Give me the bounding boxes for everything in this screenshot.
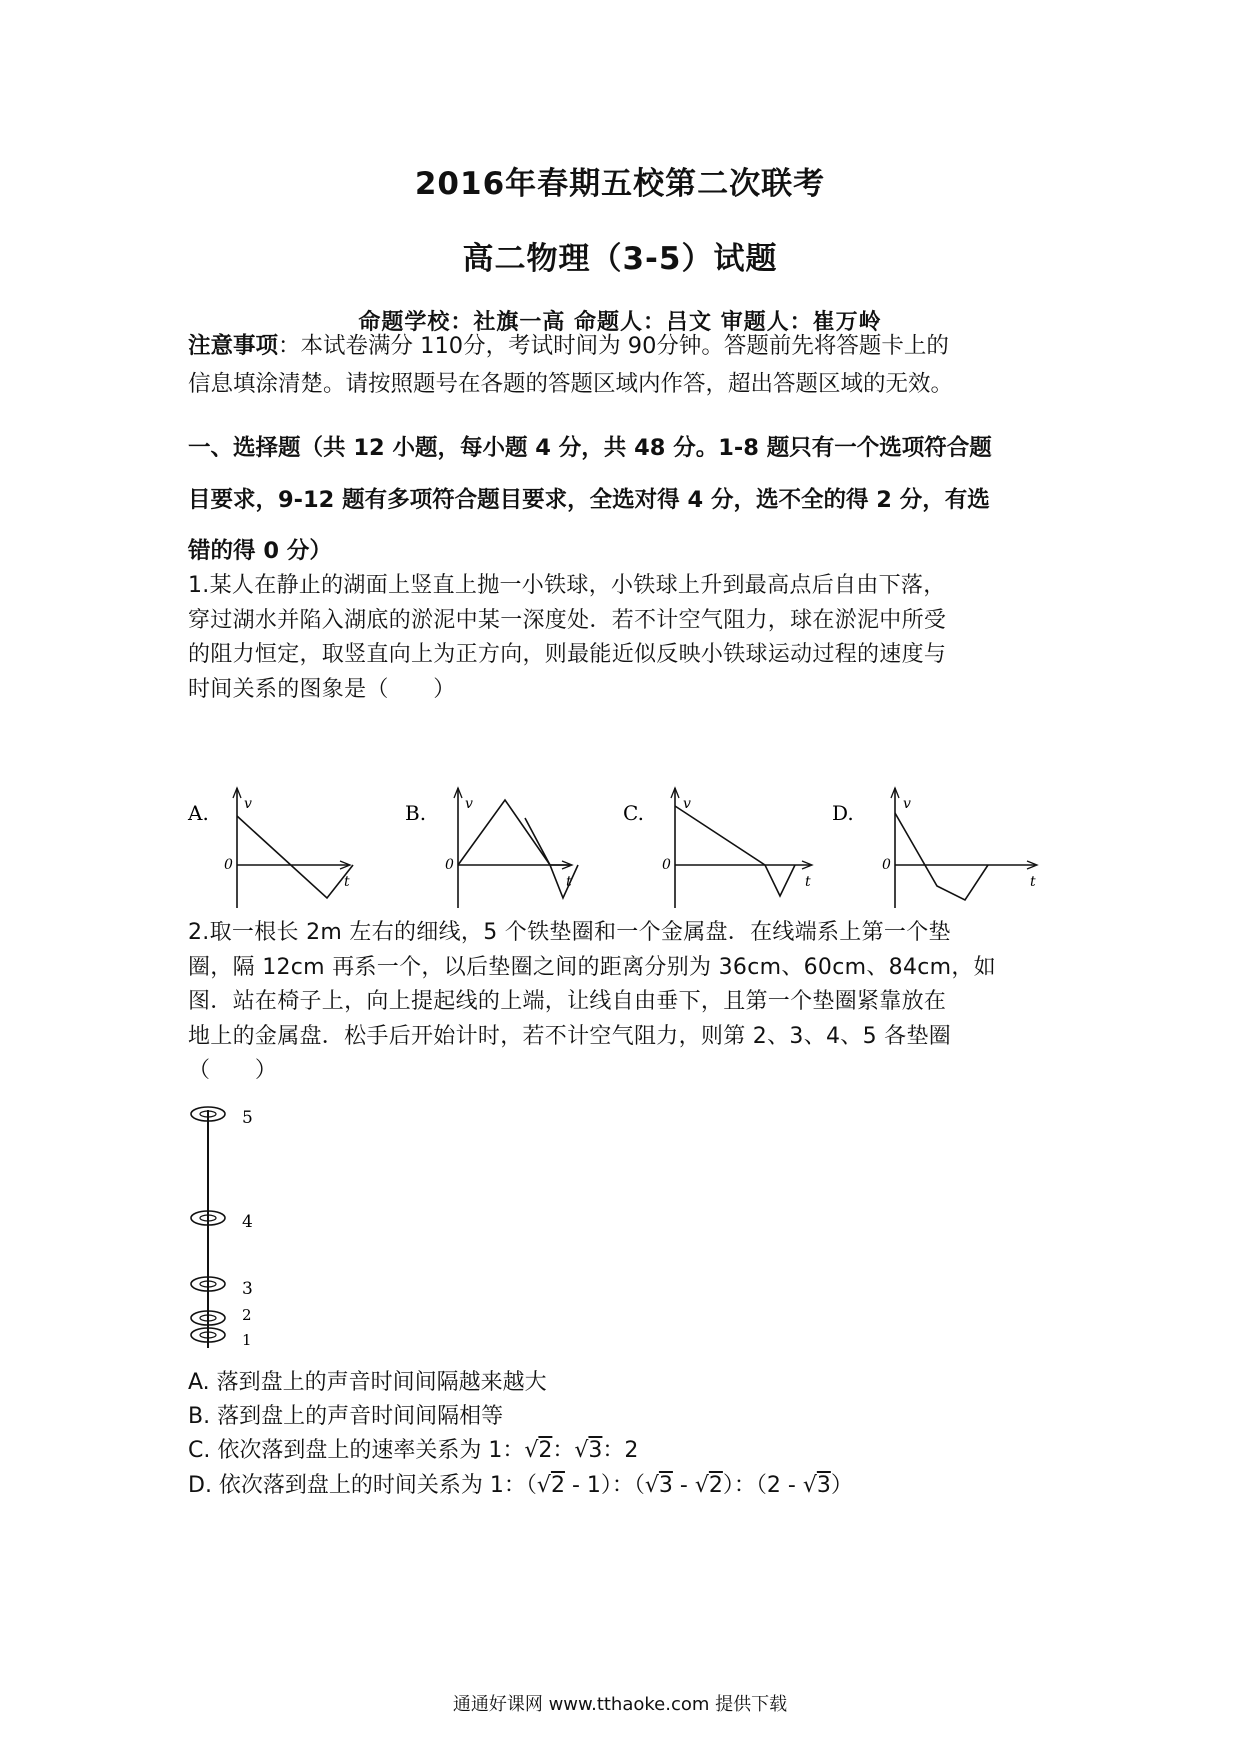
q2-option-c: C. 依次落到盘上的速率关系为 1：√2：√3：2 [188, 1438, 639, 1463]
v-t-curve [237, 816, 353, 898]
sqrt-icon: √ [694, 1473, 709, 1498]
question-1-text [188, 569, 1068, 707]
exam-authors: 命题学校：社旗一高 命题人：吕文 审题人：崔万岭 [358, 310, 882, 335]
q2-line: 圈，隔 12cm 再系一个，以后垫圈之间的距离分别为 36cm、60cm、84cm，如 [188, 954, 996, 980]
axis-t-label: t [1030, 874, 1036, 890]
sqrt-icon: √ [524, 1438, 539, 1463]
washer-1 [191, 1328, 252, 1349]
washer-label: 3 [242, 1279, 253, 1299]
v-t-curve [895, 813, 988, 900]
axis-origin-label: 0 [662, 857, 671, 873]
q2-line: （ ） [188, 1058, 278, 1083]
option-a-label: A. [188, 801, 209, 825]
sqrt-icon: √ [574, 1438, 589, 1463]
washer-label: 2 [242, 1306, 252, 1324]
exam-subtitle: 高二物理（3-5）试题 [462, 241, 778, 277]
footer: 通通好课网 www.tthaoke.com 提供下载 [452, 1694, 788, 1715]
exam-title: 2016年春期五校第二次联考 [414, 166, 826, 202]
q2-line: 地上的金属盘．松手后开始计时，若不计空气阻力，则第 2、3、4、5 各垫圈 [188, 1023, 952, 1049]
option-d-label: D. [832, 801, 854, 825]
sqrt-icon: √ [536, 1473, 551, 1498]
washer-label: 1 [242, 1331, 252, 1349]
q1-line: 1.某人在静止的湖面上竖直上抛一小铁球，小铁球上升到最高点后自由下落， [188, 573, 946, 598]
sqrt-icon: √ [802, 1473, 817, 1498]
washer-3 [191, 1277, 253, 1299]
notice-line-2: 信息填涂清楚。请按照题号在各题的答题区域内作答，超出答题区域的无效。 [188, 371, 954, 397]
v-t-curve [675, 806, 795, 896]
notice-label: 注意事项 [188, 333, 279, 359]
axis-t-label: t [805, 874, 811, 890]
section-heading-line-2: 目要求，9-12 题有多项符合题目要求，全选对得 4 分，选不全的得 2 分，有选 [188, 487, 990, 513]
washer-2 [191, 1306, 252, 1325]
section-heading-line-3: 错的得 0 分） [188, 538, 332, 564]
axis-origin-label: 0 [882, 857, 891, 873]
notice [188, 327, 1068, 403]
q2-line: 图．站在椅子上，向上提起线的上端，让线自由垂下，且第一个垫圈紧靠放在 [188, 989, 947, 1014]
q2-option-d: D. 依次落到盘上的时间关系为 1：（√2 - 1）：（√3 - √2）：（2 - √3） [188, 1473, 853, 1498]
sqrt-icon: √ [644, 1473, 659, 1498]
notice-line-1: ：本试卷满分 110分，考试时间为 90分钟。答题前先将答题卡上的 [278, 333, 949, 359]
q2-option-a: A. 落到盘上的声音时间间隔越来越大 [188, 1370, 547, 1395]
washer-5 [191, 1107, 253, 1128]
axis-origin-label: 0 [224, 857, 233, 873]
axis-v-label: v [683, 796, 691, 812]
q2-option-b: B. 落到盘上的声音时间间隔相等 [188, 1404, 504, 1429]
graph-option-d [832, 788, 1037, 908]
graph-option-b [405, 788, 578, 908]
axis-origin-label: 0 [445, 857, 454, 873]
axis-t-label: t [566, 874, 572, 890]
axis-t-label: t [344, 874, 350, 890]
q1-graphs [180, 778, 1080, 918]
q2-line: 2.取一根长 2m 左右的细线，5 个铁垫圈和一个金属盘．在线端系上第一个垫 [188, 920, 951, 945]
washer-label: 5 [242, 1108, 253, 1128]
axis-v-label: v [465, 796, 473, 812]
washer-label: 4 [242, 1212, 253, 1232]
graph-option-c [623, 788, 812, 908]
washer-4 [191, 1211, 253, 1232]
washer-diagram [180, 1100, 270, 1360]
option-b-label: B. [405, 801, 427, 825]
section-heading-line-1: 一、选择题（共 12 小题，每小题 4 分，共 48 分。1-8 题只有一个选项符合题 [188, 435, 992, 461]
axis-v-label: v [903, 796, 911, 812]
q1-line: 时间关系的图象是（ ） [188, 676, 456, 702]
option-c-label: C. [623, 801, 644, 825]
axis-v-label: v [244, 796, 252, 812]
q1-line: 的阻力恒定，取竖直向上为正方向，则最能近似反映小铁球运动过程的速度与 [188, 642, 947, 667]
v-t-curve [458, 800, 570, 865]
question-2-text [188, 916, 1068, 1089]
q1-line: 穿过湖水并陷入湖底的淤泥中某一深度处．若不计空气阻力，球在淤泥中所受 [188, 607, 947, 633]
graph-option-a [187, 788, 353, 908]
